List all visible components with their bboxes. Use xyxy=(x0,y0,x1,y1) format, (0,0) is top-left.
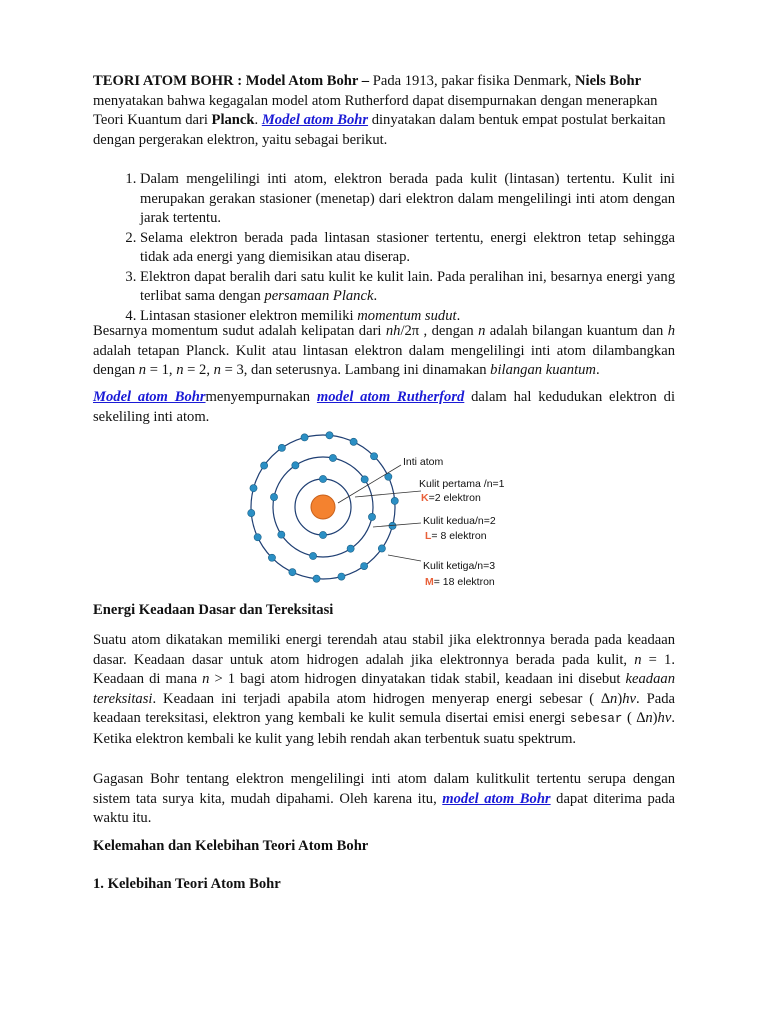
postulate-item xyxy=(140,170,675,229)
n-symbol: n xyxy=(138,362,147,378)
model-atom-bohr-link[interactable]: Model atom Bohr xyxy=(93,389,206,405)
rutherford-paragraph xyxy=(93,388,675,427)
electron-shell-3 xyxy=(313,575,320,582)
energi-text-i: . Ketika elektron kembali ke kulit yang lebih rendah akan terbentuk suatu spektrum. xyxy=(93,710,675,747)
electron-shell-3 xyxy=(278,444,285,451)
momentum-text-d: adalah tetapan Planck. Kulit atau lintasan elektron dalam mengelilingi inti atom dilambangkan dengan xyxy=(93,342,675,378)
nucleus xyxy=(311,495,335,519)
postulate-item xyxy=(140,268,675,307)
electron-shell-3 xyxy=(254,534,261,541)
postulate-3-text: Elektron dapat beralih dari satu kulit ke kulit lain. Pada peralihan ini, besarnya energi yang terlibat sama dengan xyxy=(140,268,675,304)
shell2-label: Kulit kedua/n=2 xyxy=(423,515,496,527)
energi-text-c: > 1 bagi atom hidrogen dinyatakan tidak stabil, keadaan ini disebut xyxy=(209,671,626,687)
n-symbol: n xyxy=(634,651,642,668)
gagasan-text-b: dapat diterima pada waktu itu. xyxy=(93,790,675,826)
electron-shell-2 xyxy=(309,552,316,559)
rutherford-text-b: dalam hal kedudukan elektron di sekeliling inti atom. xyxy=(93,389,676,425)
electron-shell-3 xyxy=(338,573,345,580)
electron-shell-1 xyxy=(319,475,326,482)
electron-shell-2 xyxy=(329,454,336,461)
energi-text-h: ) xyxy=(652,710,658,726)
energi-text-d: . Keadaan ini terjadi apabila atom hidrogen menyerap energi sebesar ( xyxy=(152,690,602,707)
rutherford-text-a: menyempurnakan xyxy=(205,389,317,405)
bohr-atom-diagram xyxy=(243,425,523,600)
energi-paragraph xyxy=(93,631,675,749)
postulate-4-text: Lintasan stasioner elektron memiliki xyxy=(140,307,358,324)
energi-text-e: ) xyxy=(617,690,623,707)
heading-energi: Energi Keadaan Dasar dan Tereksitasi xyxy=(93,602,334,618)
momentum-text-a: Besarnya momentum sudut adalah kelipatan dari xyxy=(93,323,386,339)
momentum-paragraph xyxy=(93,322,675,381)
electron-shell-3 xyxy=(361,562,368,569)
shell2-count-text: = 8 elektron xyxy=(431,530,487,542)
electron-shell-3 xyxy=(378,545,385,552)
electron-shell-2 xyxy=(270,493,277,500)
electron-shell-3 xyxy=(301,434,308,441)
niels-bohr-name: Niels Bohr xyxy=(574,73,642,89)
intro-text-1: Pada 1913, pakar fisika Denmark, xyxy=(369,73,575,89)
electron-shell-3 xyxy=(261,462,268,469)
nh-symbol: nh xyxy=(385,323,401,339)
electron-shell-2 xyxy=(361,476,368,483)
shell3-letter: M xyxy=(425,576,434,588)
intro-paragraph xyxy=(93,72,675,150)
shell3-count-text: = 18 elektron xyxy=(433,576,495,588)
planck-name: Planck xyxy=(211,112,255,128)
electron-shell-3 xyxy=(289,569,296,576)
shell3-pointer-line xyxy=(388,555,421,561)
postulate-2-text: Selama elektron berada pada lintasan stasioner tertentu, energi elektron tetap sehingga tidak ada energi yang diemisikan atau diserap. xyxy=(140,229,675,265)
hv-symbol: hv xyxy=(657,710,672,726)
intro-text-2: menyatakan bahwa kegagalan model atom Rutherford dapat disempurnakan dengan menerapkan Teori Kuantum dari xyxy=(93,92,658,128)
energi-text-g: ( xyxy=(622,710,637,726)
shell2-pointer-line xyxy=(373,523,421,527)
electron-shell-2 xyxy=(278,531,285,538)
heading-kelemahan: Kelemahan dan Kelebihan Teori Atom Bohr xyxy=(93,838,369,854)
gagasan-text-a: Gagasan Bohr tentang elektron mengelilingi inti atom dalam kulitkulit tertentu serupa dengan sistem tata surya kita, mudah dipahami. Oleh karena itu, xyxy=(93,771,675,807)
electron-shell-2 xyxy=(347,545,354,552)
energi-text-b: = 1. Keadaan di mana xyxy=(93,651,675,687)
shell2-letter: L xyxy=(425,530,432,542)
gagasan-paragraph xyxy=(93,770,675,829)
momentum-text-c: adalah bilangan kuantum dan xyxy=(485,323,668,339)
electron-shell-2 xyxy=(368,513,375,520)
bilangan-kuantum-term: bilangan kuantum xyxy=(490,362,596,378)
persamaan-planck-term: persamaan Planck xyxy=(264,288,374,304)
delta-n-symbol: ∆n xyxy=(636,710,653,726)
intro-title: TEORI ATOM BOHR : Model Atom Bohr – xyxy=(93,73,370,89)
model-atom-bohr-link[interactable]: Model atom Bohr xyxy=(261,112,369,128)
n-symbol: n xyxy=(478,323,486,339)
electron-shell-3 xyxy=(370,453,377,460)
momentum-text-f: = 2, xyxy=(183,362,214,378)
shell1-count xyxy=(421,492,481,504)
hv-symbol: hv xyxy=(622,690,637,707)
momentum-text-g: = 3, dan seterusnya. Lambang ini dinamakan xyxy=(220,362,491,378)
sebesar-word: sebesar xyxy=(569,712,623,726)
postulate-1-text: Dalam mengelilingi inti atom, elektron berada pada kulit (lintasan) tertentu. Kulit ini merupakan gerakan stasioner (menetap) dari elektron dalam mengelilingi inti atom dengan jarak tertentu. xyxy=(140,171,675,226)
momentum-text-end: . xyxy=(595,362,600,378)
shell1-pointer-line xyxy=(355,491,421,497)
shell1-count-text: =2 elektron xyxy=(428,492,481,504)
energi-text-f: . Pada keadaan tereksitasi, elektron yang kembali ke kulit semula disertai emisi energi xyxy=(93,690,675,726)
model-atom-bohr-link[interactable]: model atom Bohr xyxy=(442,790,551,807)
momentum-text-e: = 1, xyxy=(146,362,177,378)
electron-shell-3 xyxy=(248,509,255,516)
intro-text-3: . xyxy=(254,112,262,128)
n-symbol: n xyxy=(213,362,221,378)
momentum-sudut-term: momentum sudut xyxy=(357,307,457,324)
postulate-list xyxy=(93,170,675,326)
electron-shell-2 xyxy=(292,462,299,469)
n-symbol: n xyxy=(202,671,210,687)
heading-kelebihan: 1. Kelebihan Teori Atom Bohr xyxy=(93,876,281,892)
electron-shell-1 xyxy=(319,531,326,538)
electron-shell-3 xyxy=(250,485,257,492)
postulate-3-end: . xyxy=(373,288,378,304)
momentum-text-b: , dengan xyxy=(419,323,479,339)
nucleus-label: Inti atom xyxy=(403,456,444,468)
n-symbol: n xyxy=(176,362,184,378)
shell3-count xyxy=(425,576,495,588)
shell2-count xyxy=(425,530,487,542)
shell1-letter: K xyxy=(421,492,429,504)
electron-shell-3 xyxy=(268,554,275,561)
postulate-4-end: . xyxy=(456,307,461,324)
shell1-label: Kulit pertama /n=1 xyxy=(419,478,505,490)
two-pi-symbol: /2π xyxy=(400,323,420,339)
model-atom-rutherford-link[interactable]: model atom Rutherford xyxy=(316,389,465,405)
postulate-item xyxy=(140,229,675,268)
h-symbol: h xyxy=(667,323,675,339)
delta-n-symbol: ∆n xyxy=(601,690,618,707)
shell3-label: Kulit ketiga/n=3 xyxy=(423,560,496,572)
energi-text-a: Suatu atom dikatakan memiliki energi terendah atau stabil jika elektronnya berada pada keadaan dasar. Keadaan dasar untuk atom hidrogen adalah jika elektronnya berada pada kulit, xyxy=(93,632,675,668)
keadaan-tereksitasi-term: keadaan tereksitasi xyxy=(93,671,675,707)
electron-shell-3 xyxy=(391,497,398,504)
electron-shell-3 xyxy=(350,438,357,445)
intro-text-4: dinyatakan dalam bentuk empat postulat berkaitan dengan pergerakan elektron, yaitu sebagai berikut. xyxy=(93,112,666,148)
electron-shell-3 xyxy=(326,432,333,439)
